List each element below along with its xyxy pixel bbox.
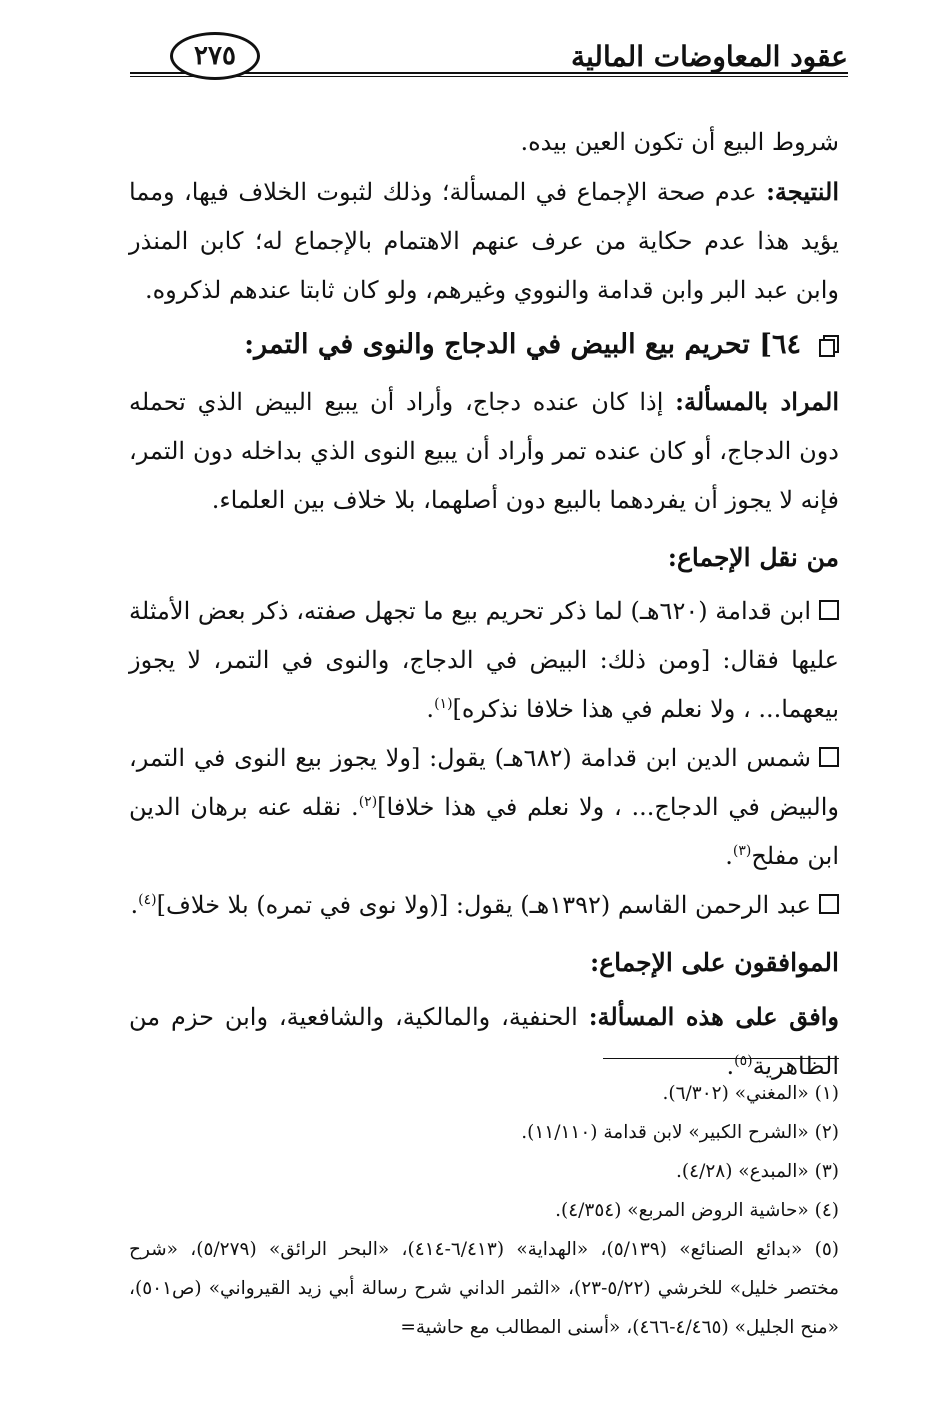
- footnote-ref: (٥): [734, 1053, 753, 1069]
- footnote: (٣) «المبدع» (٤/٢٨).: [676, 1161, 839, 1182]
- meaning-text: إذا كان عنده دجاج، وأراد أن يبيع البيض الذي تحمله دون الدجاج، أو كان عنده تمر وأراد أن يبيع النوى الذي بداخله دون التمر، فإنه لا يجوز أن يفردهما بالبيع دون أصلهما، بلا خلاف بين العلماء.: [129, 388, 839, 514]
- agreers-heading: الموافقون على الإجماع:: [589, 948, 839, 977]
- list-item: [129, 881, 839, 930]
- result-text: عدم صحة الإجماع في المسألة؛ وذلك لثبوت الخلاف فيها، ومما يؤيد هذا عدم حكاية من عرف عنهم الاهتمام بالإجماع له؛ كابن المنذر وابن عبد البر وابن قدامة والنووي وغيرهم، ولو كان ثابتا عندهم لذكروه.: [129, 178, 839, 304]
- footnotes: [129, 1074, 839, 1347]
- period: .: [426, 695, 435, 723]
- item-text: عبد الرحمن القاسم (١٣٩٢هـ) يقول: [(ولا نوى في تمره) بلا خلاف]: [156, 891, 811, 919]
- checkbox-icon: [819, 600, 839, 620]
- paragraph-meaning: [129, 377, 839, 525]
- period: .: [725, 842, 733, 870]
- list-item: [129, 734, 839, 881]
- footnote-ref: (٤): [138, 892, 157, 908]
- footnote-ref: (١): [434, 696, 453, 712]
- footnote: (٤) «حاشية الروض المربع» (٤/٣٥٤).: [555, 1200, 839, 1221]
- main-text: [129, 118, 839, 1091]
- footnote-separator: [603, 1058, 839, 1059]
- paragraph-result: [129, 167, 839, 315]
- meaning-label: المراد بالمسألة:: [675, 387, 840, 416]
- paragraph-continuation: شروط البيع أن تكون العين بيده.: [520, 128, 839, 156]
- footnote: (٢) «الشرح الكبير» لابن قدامة (١١/١١٠).: [521, 1122, 839, 1143]
- document-icon: [819, 335, 839, 355]
- item-text: شمس الدين ابن قدامة (٦٨٢هـ) يقول: [ولا يجوز بيع النوى في التمر، والبيض في الدجاج... ، ولا نعلم في هذا خلافا]: [129, 744, 839, 821]
- page-number: ٢٧٥: [170, 32, 260, 80]
- checkbox-icon: [819, 894, 839, 914]
- list-item: [129, 587, 839, 734]
- running-title: عقود المعاوضات المالية: [570, 40, 848, 73]
- checkbox-icon: [819, 747, 839, 767]
- page-header: [130, 30, 848, 90]
- agree-text: الحنفية، والمالكية، والشافعية، وابن حزم من الظاهرية: [129, 1003, 839, 1080]
- footnote-ref: (٣): [732, 843, 752, 859]
- section-heading-text: ٦٤] تحريم بيع البيض في الدجاج والنوى في التمر:: [244, 329, 801, 360]
- footnote: (٥) «بدائع الصنائع» (٥/١٣٩)، «الهداية» (٦/٤١٣-٤١٤)، «البحر الرائق» (٥/٢٧٩)، «شرح مختصر خليل» للخرشي (٥/٢٢-٢٣)، «الثمر الداني شرح رسالة أبي زيد القيرواني» (ص٥٠١)، «منح الجليل» (٤/٤٦٥-٤٦٦)، «أسنى المطالب مع حاشية=: [129, 1239, 839, 1338]
- period: .: [726, 1052, 735, 1080]
- footnote-ref: (٢): [358, 794, 378, 810]
- result-label: النتيجة:: [766, 177, 839, 206]
- item-text: ابن قدامة (٦٢٠هـ) لما ذكر تحريم بيع ما تجهل صفته، ذكر بعض الأمثلة عليها فقال: [ومن ذلك: البيض في الدجاج، والنوى في التمر، لا يجوز بيعهما... ، ولا نعلم في هذا خلافا نذكره]: [129, 597, 839, 723]
- item-tail: . نقله عنه برهان الدين ابن مفلح: [129, 793, 839, 870]
- section-heading: [129, 319, 839, 371]
- agree-label: وافق على هذه المسألة:: [588, 1002, 839, 1031]
- transmitters-heading: من نقل الإجماع:: [667, 543, 839, 572]
- footnote: (١) «المغني» (٦/٣٠٢).: [662, 1083, 839, 1104]
- period: .: [130, 891, 139, 919]
